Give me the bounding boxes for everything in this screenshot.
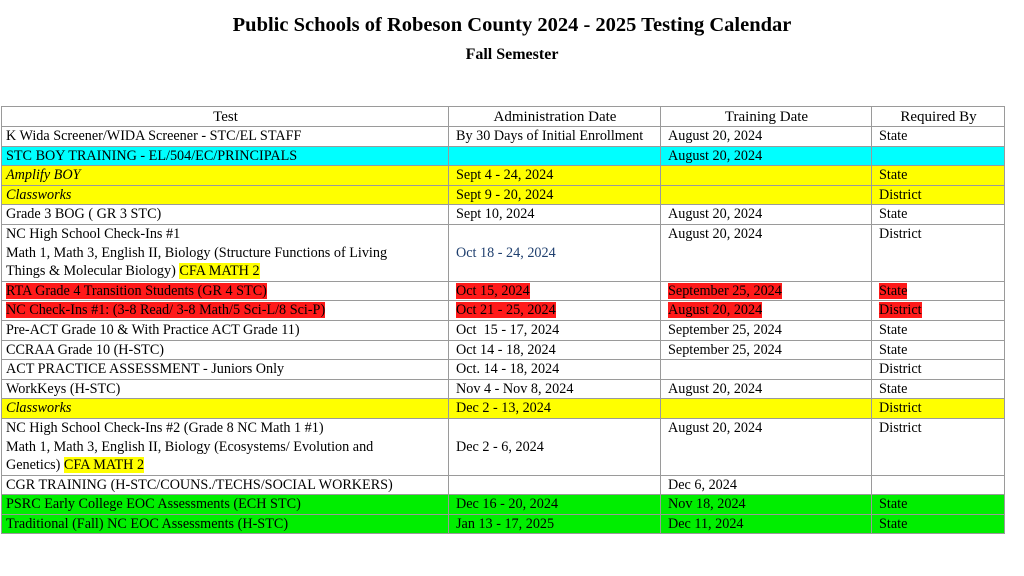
cell-required-by bbox=[872, 146, 1005, 166]
cell-training-date: August 20, 2024 bbox=[661, 205, 872, 225]
cell-required-by: District bbox=[872, 399, 1005, 419]
cell-admin-date bbox=[449, 146, 661, 166]
cell-required-by: State bbox=[872, 281, 1005, 301]
column-header-test: Test bbox=[2, 107, 449, 127]
table-row bbox=[2, 127, 1005, 147]
table-row bbox=[2, 320, 1005, 340]
cell-required-by: District bbox=[872, 360, 1005, 380]
cell-admin-date: Sept 4 - 24, 2024 bbox=[449, 166, 661, 186]
cell-test-line: Genetics) CFA MATH 2 bbox=[6, 457, 145, 474]
table-row bbox=[2, 185, 1005, 205]
page-title: Public Schools of Robeson County 2024 - 2025 Testing Calendar bbox=[232, 14, 792, 36]
cell-test bbox=[2, 418, 449, 475]
cell-test-line: NC High School Check-Ins #1 bbox=[6, 225, 181, 242]
cell-test: Classworks bbox=[2, 185, 449, 205]
table-row bbox=[2, 166, 1005, 186]
table-header-row bbox=[2, 107, 1005, 127]
page-subtitle: Fall Semester bbox=[465, 46, 559, 63]
cell-required-by: State bbox=[872, 166, 1005, 186]
cell-test: NC Check-Ins #1: (3-8 Read/ 3-8 Math/5 Sci-L/8 Sci-P) bbox=[2, 301, 449, 321]
table-row bbox=[2, 340, 1005, 360]
cell-test: ACT PRACTICE ASSESSMENT - Juniors Only bbox=[2, 360, 449, 380]
cfa-math-2-highlight: CFA MATH 2 bbox=[179, 263, 260, 280]
cell-required-by: District bbox=[872, 301, 1005, 321]
testing-calendar-table bbox=[1, 106, 1005, 534]
cell-admin-date: Oct 15 - 17, 2024 bbox=[449, 320, 661, 340]
column-header-administration-date: Administration Date bbox=[449, 107, 661, 127]
cell-required-by: State bbox=[872, 340, 1005, 360]
cell-required-by: State bbox=[872, 495, 1005, 515]
cell-training-date bbox=[661, 399, 872, 419]
cell-test: RTA Grade 4 Transition Students (GR 4 STC) bbox=[2, 281, 449, 301]
column-header-required-by: Required By bbox=[872, 107, 1005, 127]
cell-test: WorkKeys (H-STC) bbox=[2, 379, 449, 399]
cell-admin-date: Dec 2 - 13, 2024 bbox=[449, 399, 661, 419]
cell-training-date: Dec 6, 2024 bbox=[661, 475, 872, 495]
cell-training-date: August 20, 2024 bbox=[661, 127, 872, 147]
cell-test: Amplify BOY bbox=[2, 166, 449, 186]
cell-required-by bbox=[872, 475, 1005, 495]
cell-test: Pre-ACT Grade 10 & With Practice ACT Grade 11) bbox=[2, 320, 449, 340]
table-row bbox=[2, 301, 1005, 321]
cell-admin-date: Oct. 14 - 18, 2024 bbox=[449, 360, 661, 380]
cell-required-by: District bbox=[872, 224, 1005, 281]
cell-training-date: August 20, 2024 bbox=[661, 224, 872, 281]
cell-test: STC BOY TRAINING - EL/504/EC/PRINCIPALS bbox=[2, 146, 449, 166]
cell-admin-date: Dec 16 - 20, 2024 bbox=[449, 495, 661, 515]
cfa-math-2-highlight: CFA MATH 2 bbox=[63, 457, 145, 474]
cell-training-date: August 20, 2024 bbox=[661, 301, 872, 321]
table-row bbox=[2, 514, 1005, 534]
cell-training-date bbox=[661, 360, 872, 380]
cell-test bbox=[2, 224, 449, 281]
cell-training-date: August 20, 2024 bbox=[661, 146, 872, 166]
table-row bbox=[2, 205, 1005, 225]
cell-admin-date: Oct 14 - 18, 2024 bbox=[449, 340, 661, 360]
cell-training-date: August 20, 2024 bbox=[661, 418, 872, 475]
table-row bbox=[2, 146, 1005, 166]
cell-admin-date: Oct 18 - 24, 2024 bbox=[449, 224, 661, 281]
cell-admin-date: Sept 10, 2024 bbox=[449, 205, 661, 225]
cell-test: CGR TRAINING (H-STC/COUNS./TECHS/SOCIAL WORKERS) bbox=[2, 475, 449, 495]
cell-required-by: District bbox=[872, 185, 1005, 205]
cell-admin-date: Oct 15, 2024 bbox=[449, 281, 661, 301]
cell-admin-date: By 30 Days of Initial Enrollment bbox=[449, 127, 661, 147]
cell-test: CCRAA Grade 10 (H-STC) bbox=[2, 340, 449, 360]
cell-training-date bbox=[661, 185, 872, 205]
cell-required-by: State bbox=[872, 320, 1005, 340]
table-row bbox=[2, 418, 1005, 475]
table-row bbox=[2, 399, 1005, 419]
table-row bbox=[2, 475, 1005, 495]
cell-admin-date: Nov 4 - Nov 8, 2024 bbox=[449, 379, 661, 399]
cell-test: Grade 3 BOG ( GR 3 STC) bbox=[2, 205, 449, 225]
cell-required-by: State bbox=[872, 514, 1005, 534]
table-row bbox=[2, 495, 1005, 515]
cell-test-line: Things & Molecular Biology) CFA MATH 2 bbox=[6, 263, 260, 280]
cell-training-date: August 20, 2024 bbox=[661, 379, 872, 399]
cell-admin-date bbox=[449, 475, 661, 495]
cell-training-date bbox=[661, 166, 872, 186]
cell-required-by: District bbox=[872, 418, 1005, 475]
cell-required-by: State bbox=[872, 127, 1005, 147]
cell-test-line: NC High School Check-Ins #2 (Grade 8 NC Math 1 #1) bbox=[6, 419, 324, 436]
cell-test: Traditional (Fall) NC EOC Assessments (H-STC) bbox=[2, 514, 449, 534]
cell-test-line: Math 1, Math 3, English II, Biology (Ecosystems/ Evolution and bbox=[6, 438, 374, 455]
column-header-training-date: Training Date bbox=[661, 107, 872, 127]
cell-required-by: State bbox=[872, 205, 1005, 225]
cell-training-date: September 25, 2024 bbox=[661, 320, 872, 340]
cell-training-date: Nov 18, 2024 bbox=[661, 495, 872, 515]
cell-admin-date: Sept 9 - 20, 2024 bbox=[449, 185, 661, 205]
cell-test: Classworks bbox=[2, 399, 449, 419]
cell-required-by: State bbox=[872, 379, 1005, 399]
cell-test-line: Math 1, Math 3, English II, Biology (Structure Functions of Living bbox=[6, 244, 388, 261]
cell-test: PSRC Early College EOC Assessments (ECH STC) bbox=[2, 495, 449, 515]
cell-admin-date: Oct 21 - 25, 2024 bbox=[449, 301, 661, 321]
table-row bbox=[2, 360, 1005, 380]
cell-test: K Wida Screener/WIDA Screener - STC/EL STAFF bbox=[2, 127, 449, 147]
cell-training-date: September 25, 2024 bbox=[661, 281, 872, 301]
cell-training-date: September 25, 2024 bbox=[661, 340, 872, 360]
cell-admin-date: Dec 2 - 6, 2024 bbox=[449, 418, 661, 475]
table-row bbox=[2, 281, 1005, 301]
table-row bbox=[2, 379, 1005, 399]
cell-training-date: Dec 11, 2024 bbox=[661, 514, 872, 534]
cell-admin-date: Jan 13 - 17, 2025 bbox=[449, 514, 661, 534]
table-row bbox=[2, 224, 1005, 281]
